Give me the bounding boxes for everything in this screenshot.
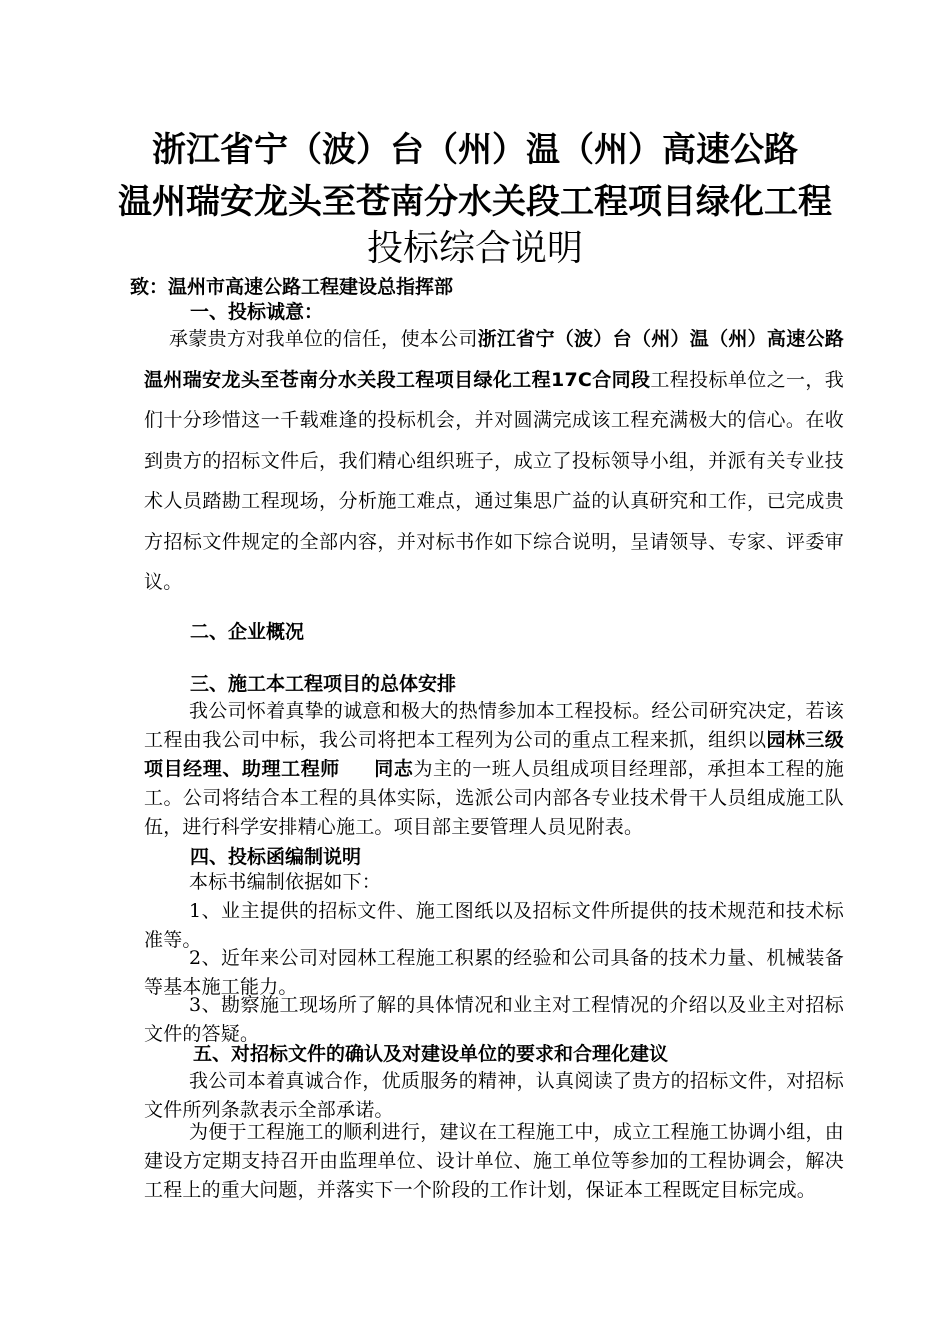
section-1-paragraph <box>144 319 844 603</box>
s3-text-start: 我公司怀着真挚的诚意和极大的热情参加本工程投标。经公司研究决定，若该工程由我公司中标，我公司将把本工程列为公司的重点工程来抓，组织以 <box>144 700 844 751</box>
title-line-3: 投标综合说明 <box>366 228 583 269</box>
s1-text-end: 工程投标单位之一，我们十分珍惜这一千载难逢的投标机会，并对圆满完成该工程充满极大的信心。在收到贵方的招标文件后，我们精心组织班子，成立了投标领导小组，并派有关专业技术人员踏勘工程现场，分析施工难点，通过集思广益的认真研究和工作，已完成贵方招标文件规定的全部内容，并对标书作如下综合说明，呈请领导、专家、评委审议。 <box>144 368 844 593</box>
s3-comrade: 同志 <box>373 758 414 780</box>
section-1-heading: 一、投标诚意： <box>190 301 324 323</box>
section-3-paragraph <box>144 697 844 842</box>
section-4-item-3: 3、勘察施工现场所了解的具体情况和业主对工程情况的介绍以及业主对招标文件的答疑。 <box>144 994 844 1045</box>
s3-manager-title: 园林三级项目经理、助理工程师 <box>144 729 844 780</box>
section-5-paragraph-2: 为便于工程施工的顺利进行，建议在工程施工中，成立工程施工协调小组，由建设方定期支持召开由监理单位、设计单位、施工单位等参加的工程协调会，解决工程上的重大问题，并落实下一个阶段的工作计划，保证本工程既定目标完成。 <box>144 1121 844 1201</box>
section-3-heading: 三、施工本工程项目的总体安排 <box>190 673 457 695</box>
s1-project-name: 浙江省宁（波）台（州）温（州）高速公路温州瑞安龙头至苍南分水关段工程项目绿化工程17C合同段 <box>144 328 844 391</box>
section-4-intro: 本标书编制依据如下： <box>189 871 382 893</box>
s1-text-start: 承蒙贵方对我单位的信任，使本公司 <box>169 328 478 350</box>
title-line-1: 浙江省宁（波）台（州）温（州）高速公路 <box>152 130 798 170</box>
addressee: 致：温州市高速公路工程建设总指挥部 <box>130 276 454 298</box>
section-4-heading: 四、投标函编制说明 <box>190 846 362 868</box>
s3-text-end: 为主的一班人员组成项目经理部，承担本工程的施工。公司将结合本工程的具体实际，选派公司内部各专业技术骨干人员组成施工队伍，进行科学安排精心施工。项目部主要管理人员见附表。 <box>144 758 844 838</box>
section-5-paragraph-1: 我公司本着真诚合作，优质服务的精神，认真阅读了贵方的招标文件，对招标文件所列条款表示全部承诺。 <box>144 1070 844 1121</box>
title-line-2: 温州瑞安龙头至苍南分水关段工程项目绿化工程 <box>118 182 832 222</box>
section-5-heading: 五、对招标文件的确认及对建设单位的要求和合理化建议 <box>193 1043 669 1065</box>
section-2-heading: 二、企业概况 <box>190 621 305 643</box>
section-4-item-2: 2、近年来公司对园林工程施工积累的经验和公司具备的技术力量、机械装备等基本施工能力。 <box>144 947 844 998</box>
section-4-item-1: 1、业主提供的招标文件、施工图纸以及招标文件所提供的技术规范和技术标准等。 <box>144 900 844 951</box>
